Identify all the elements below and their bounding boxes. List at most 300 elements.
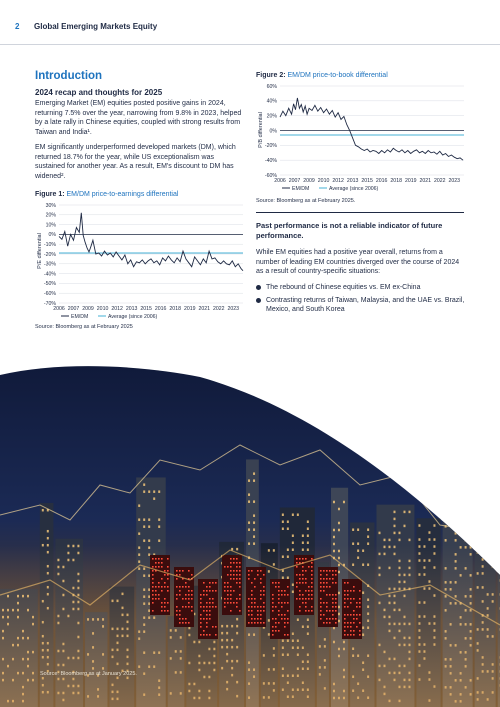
led-dot xyxy=(227,566,229,568)
led-dot xyxy=(305,570,307,572)
led-dot xyxy=(347,590,349,592)
led-dot xyxy=(281,602,283,604)
x-tick-label: 2023 xyxy=(227,306,240,312)
x-tick-label: 2015 xyxy=(361,178,373,184)
led-dot xyxy=(206,622,208,624)
lit-window xyxy=(455,511,457,513)
right-column xyxy=(256,70,466,318)
led-dot xyxy=(227,574,229,576)
lit-window xyxy=(253,535,255,538)
led-dot xyxy=(251,590,253,592)
led-dot xyxy=(185,586,187,588)
led-dot xyxy=(206,606,208,608)
led-dot xyxy=(320,586,322,588)
led-dot xyxy=(164,606,166,608)
lit-window xyxy=(428,531,430,534)
lit-window xyxy=(367,528,369,531)
led-dot xyxy=(224,606,226,608)
led-dot xyxy=(155,566,157,568)
led-dot xyxy=(158,566,160,568)
led-dot xyxy=(185,594,187,596)
led-dot xyxy=(353,622,355,624)
lit-window xyxy=(465,490,467,493)
led-dot xyxy=(188,598,190,600)
led-dot xyxy=(332,614,334,616)
lit-window xyxy=(42,509,44,512)
lit-window xyxy=(307,520,309,523)
led-dot xyxy=(353,630,355,632)
led-dot xyxy=(356,618,358,620)
led-dot xyxy=(179,622,181,624)
led-dot xyxy=(230,558,232,560)
led-dot xyxy=(209,614,211,616)
led-dot xyxy=(272,606,274,608)
led-dot xyxy=(302,578,304,580)
led-dot xyxy=(350,614,352,616)
led-dot xyxy=(299,598,301,600)
led-dot xyxy=(209,598,211,600)
x-tick-label: 2019 xyxy=(183,306,196,312)
lit-window xyxy=(138,518,140,521)
led-dot xyxy=(272,594,274,596)
lit-window xyxy=(445,504,447,507)
led-dot xyxy=(167,586,169,588)
lit-window xyxy=(307,541,309,544)
led-dot xyxy=(296,598,298,600)
led-dot xyxy=(167,590,169,592)
figure2-source: Source: Bloomberg as at February 2025. xyxy=(256,198,356,204)
led-dot xyxy=(305,606,307,608)
led-dot xyxy=(188,622,190,624)
led-dot xyxy=(155,562,157,564)
led-dot xyxy=(311,606,313,608)
lit-window xyxy=(367,542,369,545)
led-dot xyxy=(248,606,250,608)
x-tick-label: 2016 xyxy=(375,178,388,184)
led-dot xyxy=(332,570,334,572)
led-dot xyxy=(230,610,232,612)
led-dot xyxy=(272,598,274,600)
led-dot xyxy=(260,606,262,608)
led-dot xyxy=(152,594,154,596)
led-dot xyxy=(284,602,286,604)
led-dot xyxy=(278,582,280,584)
led-dot xyxy=(278,630,280,632)
led-dot xyxy=(260,578,262,580)
intro-paragraph-2: EM significantly underperformed developed markets (DM), which returned 18.7% for the year, while US exceptionalism was sustained for another year. As a result, EM's discount to DM has widened². xyxy=(35,144,236,180)
led-dot xyxy=(176,610,178,612)
led-dot xyxy=(227,586,229,588)
led-dot xyxy=(263,574,265,576)
y-tick-label: -50% xyxy=(43,281,56,288)
led-dot xyxy=(251,618,253,620)
x-tick-label: 2010 xyxy=(96,306,109,312)
led-dot xyxy=(191,574,193,576)
stock-ticker-boards xyxy=(150,555,362,639)
led-dot xyxy=(263,586,265,588)
led-dot xyxy=(320,606,322,608)
led-dot xyxy=(353,610,355,612)
led-dot xyxy=(179,574,181,576)
led-dot xyxy=(239,578,241,580)
led-dot xyxy=(239,574,241,576)
led-dot xyxy=(206,626,208,628)
led-dot xyxy=(164,610,166,612)
lit-window xyxy=(352,542,354,545)
led-dot xyxy=(203,590,205,592)
led-dot xyxy=(254,602,256,604)
led-dot xyxy=(311,582,313,584)
lit-window xyxy=(148,539,150,542)
led-dot xyxy=(287,602,289,604)
lit-window xyxy=(393,511,395,514)
x-tick-label: 2009 xyxy=(82,306,94,312)
lit-window xyxy=(253,479,255,482)
led-dot xyxy=(203,634,205,636)
lit-window xyxy=(487,509,489,512)
led-dot xyxy=(203,582,205,584)
led-dot xyxy=(176,598,178,600)
lit-window xyxy=(143,490,145,493)
led-dot xyxy=(332,578,334,580)
led-dot xyxy=(344,634,346,636)
led-dot xyxy=(176,594,178,596)
x-tick-label: 2018 xyxy=(169,306,181,312)
led-dot xyxy=(257,606,259,608)
lit-window xyxy=(482,551,484,554)
led-dot xyxy=(323,578,325,580)
led-dot xyxy=(206,610,208,612)
led-dot xyxy=(257,622,259,624)
led-dot xyxy=(329,622,331,624)
led-dot xyxy=(251,598,253,600)
lit-window xyxy=(445,476,447,479)
led-dot xyxy=(350,590,352,592)
led-dot xyxy=(278,598,280,600)
led-dot xyxy=(359,614,361,616)
performance-disclaimer: Past performance is not a reliable indicator of future performance. xyxy=(256,221,443,240)
led-dot xyxy=(224,566,226,568)
led-dot xyxy=(329,594,331,596)
section-subtitle: 2024 recap and thoughts for 2025 xyxy=(35,88,163,97)
led-dot xyxy=(230,586,232,588)
led-dot xyxy=(161,610,163,612)
led-dot xyxy=(311,590,313,592)
led-dot xyxy=(209,606,211,608)
led-dot xyxy=(284,618,286,620)
lit-window xyxy=(403,525,405,528)
led-dot xyxy=(350,602,352,604)
led-dot xyxy=(257,574,259,576)
led-dot xyxy=(284,594,286,596)
led-dot xyxy=(152,578,154,580)
led-dot xyxy=(287,586,289,588)
lit-window xyxy=(302,534,304,537)
chart2-x-axis xyxy=(274,178,460,184)
led-dot xyxy=(152,574,154,576)
led-dot xyxy=(239,582,241,584)
lit-window xyxy=(282,520,284,523)
led-dot xyxy=(323,582,325,584)
led-dot xyxy=(356,606,358,608)
figure1-caption-text: EM/DM price-to-earnings differential xyxy=(66,191,179,198)
led-dot xyxy=(299,574,301,576)
led-dot xyxy=(332,582,334,584)
led-dot xyxy=(167,602,169,604)
led-dot xyxy=(350,598,352,600)
led-dot xyxy=(320,570,322,572)
led-dot xyxy=(359,606,361,608)
lit-window xyxy=(253,521,255,524)
led-dot xyxy=(299,558,301,560)
page-number: 2 xyxy=(15,22,20,31)
lit-window xyxy=(47,530,49,533)
lit-window xyxy=(143,518,145,521)
y-tick-label: 60% xyxy=(266,83,277,90)
led-dot xyxy=(320,614,322,616)
led-dot xyxy=(278,610,280,612)
lit-window xyxy=(470,532,472,535)
lit-window xyxy=(487,523,489,526)
led-dot xyxy=(236,582,238,584)
led-dot xyxy=(308,586,310,588)
lit-window xyxy=(408,539,410,542)
lit-window xyxy=(158,490,160,493)
led-dot xyxy=(152,566,154,568)
led-dot xyxy=(287,594,289,596)
lit-window xyxy=(143,525,145,528)
led-dot xyxy=(335,610,337,612)
led-dot xyxy=(356,614,358,616)
lit-window xyxy=(403,511,405,514)
led-dot xyxy=(248,570,250,572)
led-dot xyxy=(347,582,349,584)
lit-window xyxy=(418,524,420,527)
lit-window xyxy=(433,538,435,541)
led-dot xyxy=(296,574,298,576)
led-dot xyxy=(272,610,274,612)
lit-window xyxy=(470,539,472,542)
led-dot xyxy=(260,614,262,616)
x-tick-label: 2010 xyxy=(317,178,330,184)
lit-window xyxy=(482,537,484,540)
led-dot xyxy=(299,578,301,580)
led-dot xyxy=(158,598,160,600)
led-dot xyxy=(155,594,157,596)
lit-window xyxy=(445,483,447,486)
led-dot xyxy=(275,622,277,624)
led-dot xyxy=(305,598,307,600)
led-dot xyxy=(344,618,346,620)
lit-window xyxy=(302,541,304,544)
lit-window xyxy=(338,508,340,511)
led-dot xyxy=(200,634,202,636)
led-dot xyxy=(344,602,346,604)
lit-window xyxy=(465,525,467,528)
x-tick-label: 2023 xyxy=(448,178,461,184)
lit-window xyxy=(482,544,484,547)
led-dot xyxy=(260,618,262,620)
led-dot xyxy=(344,594,346,596)
led-dot xyxy=(272,626,274,628)
led-dot xyxy=(347,626,349,628)
lit-window xyxy=(455,504,457,507)
led-dot xyxy=(203,606,205,608)
led-dot xyxy=(215,582,217,584)
chart2-legend xyxy=(282,186,378,192)
led-dot xyxy=(236,570,238,572)
led-dot xyxy=(308,594,310,596)
led-dot xyxy=(251,622,253,624)
lit-window xyxy=(455,539,457,542)
lit-window xyxy=(378,532,380,535)
led-dot xyxy=(182,622,184,624)
lit-window xyxy=(482,509,484,512)
led-dot xyxy=(224,582,226,584)
led-dot xyxy=(254,622,256,624)
led-dot xyxy=(248,610,250,612)
lit-window xyxy=(465,518,467,521)
document-title: Global Emerging Markets Equity xyxy=(34,22,158,31)
led-dot xyxy=(299,582,301,584)
led-dot xyxy=(284,626,286,628)
lit-window xyxy=(393,518,395,521)
led-dot xyxy=(182,606,184,608)
led-dot xyxy=(299,594,301,596)
led-dot xyxy=(284,614,286,616)
led-dot xyxy=(215,634,217,636)
led-dot xyxy=(302,594,304,596)
x-tick-label: 2015 xyxy=(140,306,152,312)
led-dot xyxy=(260,590,262,592)
photo-credit: Source: Bloomberg as at January 2025. xyxy=(40,671,137,677)
led-dot xyxy=(185,606,187,608)
led-dot xyxy=(233,570,235,572)
lit-window xyxy=(333,501,335,504)
lit-window xyxy=(253,500,255,503)
led-dot xyxy=(251,582,253,584)
led-dot xyxy=(311,598,313,600)
lit-window xyxy=(248,500,250,503)
led-dot xyxy=(167,558,169,560)
led-dot xyxy=(344,626,346,628)
led-dot xyxy=(332,602,334,604)
led-dot xyxy=(299,606,301,608)
led-dot xyxy=(167,578,169,580)
led-dot xyxy=(296,558,298,560)
led-dot xyxy=(311,594,313,596)
led-dot xyxy=(320,602,322,604)
led-dot xyxy=(230,578,232,580)
led-dot xyxy=(332,610,334,612)
legend-label: Average (since 2006) xyxy=(329,185,379,192)
led-dot xyxy=(311,558,313,560)
led-dot xyxy=(287,618,289,620)
led-dot xyxy=(302,558,304,560)
led-dot xyxy=(206,594,208,596)
lit-window xyxy=(465,483,467,486)
led-dot xyxy=(257,610,259,612)
led-dot xyxy=(329,578,331,580)
lit-window xyxy=(148,490,150,493)
led-dot xyxy=(200,622,202,624)
lit-window xyxy=(465,511,467,513)
lit-window xyxy=(455,518,457,521)
led-dot xyxy=(200,614,202,616)
led-dot xyxy=(263,610,265,612)
section-divider xyxy=(256,212,464,213)
led-dot xyxy=(329,570,331,572)
led-dot xyxy=(287,622,289,624)
led-dot xyxy=(332,594,334,596)
led-dot xyxy=(359,630,361,632)
y-tick-label: -10% xyxy=(43,242,56,248)
led-dot xyxy=(347,594,349,596)
ticker-board xyxy=(198,579,218,639)
led-dot xyxy=(272,602,274,604)
lit-window xyxy=(292,513,294,516)
led-dot xyxy=(236,562,238,564)
led-dot xyxy=(287,610,289,612)
led-dot xyxy=(239,562,241,564)
led-dot xyxy=(176,586,178,588)
led-dot xyxy=(248,614,250,616)
led-dot xyxy=(302,574,304,576)
lit-window xyxy=(465,476,467,479)
led-dot xyxy=(155,558,157,560)
lit-window xyxy=(470,504,472,507)
led-dot xyxy=(251,570,253,572)
lit-window xyxy=(158,539,160,542)
lit-window xyxy=(148,525,150,528)
led-dot xyxy=(308,590,310,592)
led-dot xyxy=(326,586,328,588)
led-dot xyxy=(326,594,328,596)
lit-window xyxy=(408,511,410,514)
led-dot xyxy=(359,634,361,636)
lit-window xyxy=(460,511,462,513)
city-market-photo xyxy=(0,365,500,707)
lit-window xyxy=(445,497,447,500)
lit-window xyxy=(248,493,250,496)
legend-label: EM/DM xyxy=(292,185,310,192)
led-dot xyxy=(212,626,214,628)
led-dot xyxy=(335,606,337,608)
led-dot xyxy=(326,622,328,624)
y-tick-label: -40% xyxy=(264,157,277,164)
led-dot xyxy=(305,578,307,580)
led-dot xyxy=(278,586,280,588)
lit-window xyxy=(398,539,400,542)
lit-window xyxy=(333,529,335,532)
led-dot xyxy=(260,594,262,596)
led-dot xyxy=(239,586,241,588)
y-tick-label: 0% xyxy=(269,128,277,135)
lit-window xyxy=(307,527,309,530)
led-dot xyxy=(329,618,331,620)
led-dot xyxy=(185,622,187,624)
left-column xyxy=(35,70,245,330)
led-dot xyxy=(320,598,322,600)
led-dot xyxy=(155,586,157,588)
x-tick-label: 2016 xyxy=(154,306,167,312)
lit-window xyxy=(138,532,140,535)
led-dot xyxy=(329,610,331,612)
led-dot xyxy=(257,570,259,572)
led-dot xyxy=(332,618,334,620)
led-dot xyxy=(200,618,202,620)
led-dot xyxy=(155,590,157,592)
